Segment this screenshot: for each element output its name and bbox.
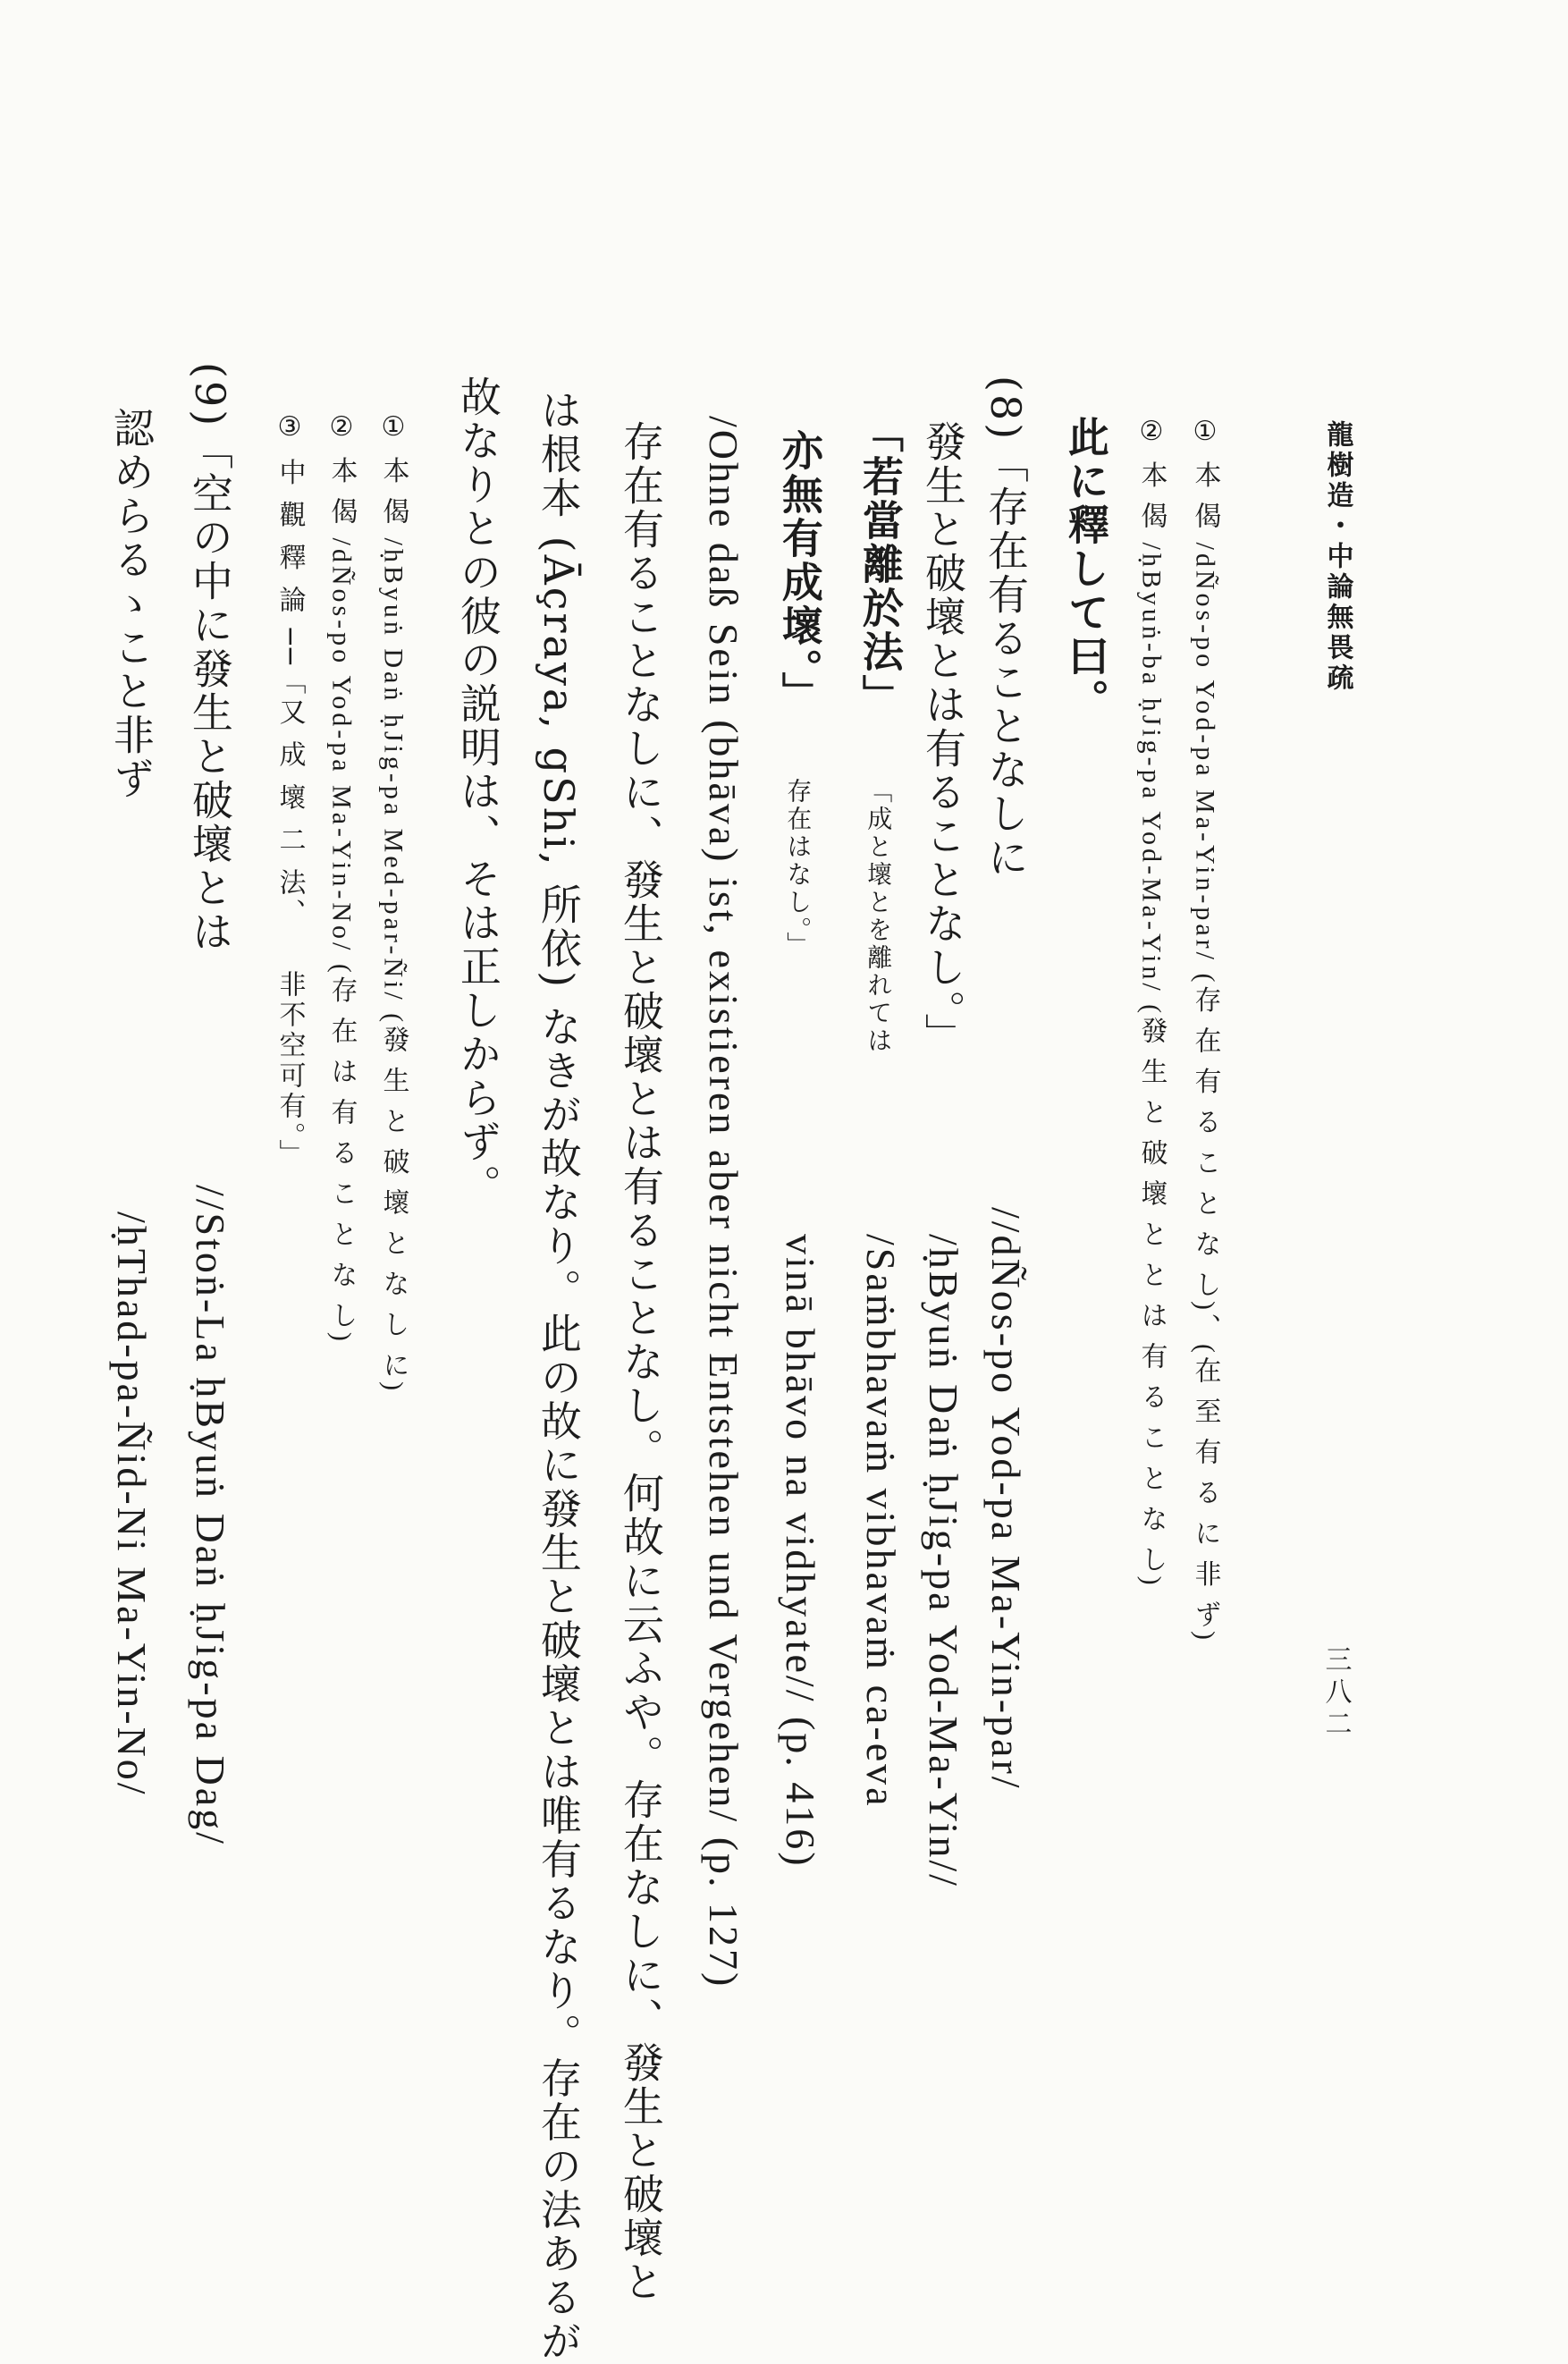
verse-8-tibetan-1: //dÑos-po Yod-pa Ma-Yin-par/ (982, 1207, 1029, 1791)
footnote-8-1: ① 本 偈 /ḥByuṅ Daṅ ḥJig-pa Med-par-Ñi/ (發 生 と 破 壞 と な し に) (378, 411, 409, 1395)
commentary-line-1: 存在有ることなしに、發生と破壞とは有ることなし。何故に云ふや。存在なしに、發生と破壞と (616, 420, 665, 2304)
footnote-8-2: ② 本 偈 /dÑos-po Yod-pa Ma-Yin-No/ (存 在 は 有 る こ と な し) (326, 411, 357, 1345)
footnote-1: ① 本 偈 /dÑos-po Yod-pa Ma-Yin-par/ (存 在 有 る こ と な し)、(在 至 有 る に 非 ず) (1190, 416, 1220, 1643)
verse-9-line-1: (9)「空の中に發生と破壞とは (185, 362, 234, 955)
commentary-line-2: は根本 (Āçraya, gShi, 所依) なきが故なり。此の故に發生と破壞とは唯有るなり。存在の法あるが (534, 389, 583, 2364)
verse-8-sanskrit-1: /Saṁbhavaṁ vibhavaṁ ca-eva (857, 1234, 904, 1809)
intro-line: 此に釋して曰。 (1061, 416, 1110, 722)
verse-9-tibetan-1: //Stoṅ-La ḥByuṅ Daṅ ḥJig-pa Dag/ (187, 1185, 233, 1846)
verse-8-chinese-1: 「若當離於法」 (856, 411, 905, 718)
page-number: 三八二 (1319, 1645, 1352, 1742)
german-translation: /Ohne daß Sein (bhāva) ist, existieren aber nicht Entstehen und Vergehen/ (p. 127) (700, 416, 746, 1989)
commentary-line-3: 故なりとの彼の説明は、そは正しからず。 (453, 376, 502, 1208)
verse-9-tibetan-2: /ḥThad-pa-Ñid-Ni Ma-Yin-No/ (108, 1212, 155, 1797)
verse-9-line-2: 認めらるゝこと非ず (106, 407, 156, 801)
verse-8-gloss-1: 「成と壞とを離れては (864, 778, 894, 1055)
verse-8-tibetan-2: /ḥByuṅ Daṅ ḥJig-pa Yod-Ma-Yin// (920, 1234, 966, 1888)
footnote-2: ② 本 偈 /ḥByuṅ-ba ḥJig-pa Yod-Ma-Yin/ (發 生 と 破 壞 と と は 有 る こ と な し) (1136, 416, 1167, 1589)
footnote-8-3: ③ 中 觀 釋 論 ──「又 成 壞 二 法、 (274, 411, 306, 929)
running-title: 龍樹造・中論無畏疏 (1321, 420, 1353, 694)
footnote-8-3-cont: 非不空可有。」 (274, 970, 306, 1169)
verse-8-line-2: 發生と破壞とは有ることなし。」 (918, 420, 967, 1057)
verse-8-gloss-2: 存在はなし。」 (783, 778, 814, 959)
verse-8-sanskrit-2: vinā bhāvo na vidhyate// (p. 416) (777, 1234, 823, 1869)
verse-8-line-1: (8)「存在有ることなしに (981, 376, 1030, 881)
verse-8-chinese-2: 亦無有成壞。」 (775, 429, 824, 715)
